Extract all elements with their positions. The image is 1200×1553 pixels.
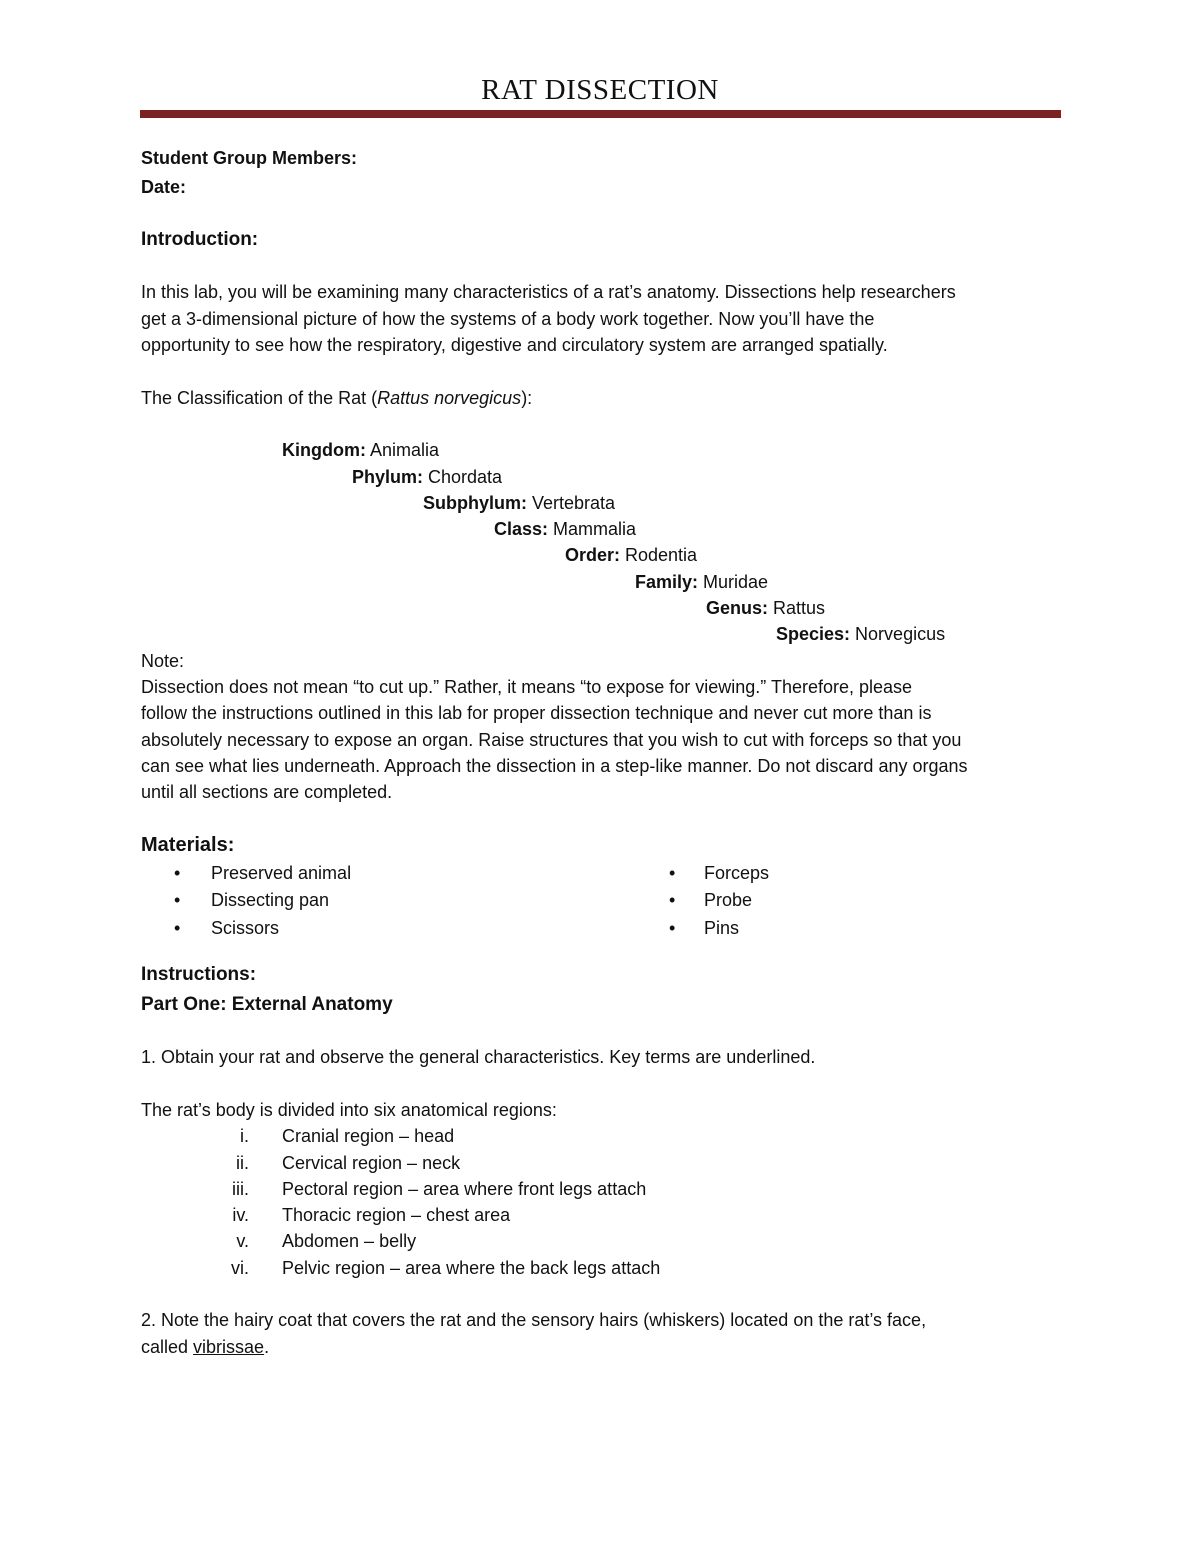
date-label: Date: [141, 177, 187, 198]
bullet-icon: • [174, 862, 181, 883]
region-text: Pectoral region – area where front legs attach [282, 1178, 647, 1199]
note-line: Dissection does not mean “to cut up.” Rather, it means “to expose for viewing.” Therefore, please [141, 676, 913, 697]
material-item: Dissecting pan [211, 889, 330, 910]
taxonomy-name: Vertebrata [527, 492, 616, 513]
taxonomy-row-genus [706, 595, 825, 621]
taxonomy-list [141, 437, 1061, 647]
note-line: can see what lies underneath. Approach the dissection in a step-like manner. Do not discard any organs [141, 755, 968, 776]
taxonomy-rank: Order: [565, 545, 621, 566]
region-item [141, 1123, 1041, 1149]
species-italic: Rattus norvegicus [377, 387, 522, 408]
bullet-icon: • [669, 917, 676, 938]
title-divider [140, 110, 1061, 118]
materials-list [141, 860, 1061, 940]
region-text: Cranial region – head [282, 1126, 455, 1147]
taxonomy-row-subphylum [423, 490, 615, 516]
region-item [141, 1150, 1041, 1176]
taxonomy-rank: Class: [494, 519, 549, 540]
region-text: Cervical region – neck [282, 1152, 461, 1173]
taxonomy-rank: Phylum: [352, 466, 424, 487]
bullet-icon: • [174, 917, 181, 938]
materials-heading: Materials: [141, 833, 235, 856]
material-item: Forceps [704, 862, 770, 883]
region-text: Abdomen – belly [282, 1231, 417, 1252]
region-number: i. [240, 1126, 249, 1147]
taxonomy-name: Chordata [423, 466, 503, 487]
taxonomy-row-kingdom [282, 437, 439, 463]
region-text: Thoracic region – chest area [282, 1205, 511, 1226]
step-1: 1. Obtain your rat and observe the general characteristics. Key terms are underlined. [141, 1047, 816, 1068]
region-item [141, 1255, 1041, 1281]
introduction-paragraph [141, 279, 1061, 358]
step-2-line-2 [141, 1334, 1061, 1360]
region-number: iii. [232, 1178, 249, 1199]
region-number: v. [236, 1231, 249, 1252]
bullet-icon: • [669, 862, 676, 883]
material-item: Probe [704, 889, 753, 910]
taxonomy-row-class [494, 516, 636, 542]
taxonomy-rank: Species: [776, 624, 851, 645]
region-item [141, 1176, 1041, 1202]
note-line: until all sections are completed. [141, 782, 393, 803]
region-text: Pelvic region – area where the back legs attach [282, 1257, 661, 1278]
introduction-heading: Introduction: [141, 228, 259, 250]
note-line: follow the instructions outlined in this lab for proper dissection technique and never cut more than is [141, 703, 932, 724]
taxonomy-row-phylum [352, 464, 502, 490]
classification-suffix: ): [521, 387, 533, 408]
region-item [141, 1202, 1041, 1228]
document-title: RAT DISSECTION [481, 74, 719, 106]
bullet-icon: • [174, 889, 181, 910]
region-number: vi. [231, 1257, 249, 1278]
note-label: Note: [141, 650, 185, 671]
taxonomy-name: Rodentia [620, 545, 698, 566]
document-body [141, 145, 1061, 1360]
regions-intro: The rat’s body is divided into six anatomical regions: [141, 1099, 557, 1120]
intro-line: In this lab, you will be examining many characteristics of a rat’s anatomy. Dissections help researchers [141, 282, 956, 303]
taxonomy-row-species [776, 621, 945, 647]
note-paragraph [141, 674, 1061, 805]
instructions-heading: Instructions: [141, 963, 257, 985]
taxonomy-rank: Family: [635, 571, 699, 592]
note-line: absolutely necessary to expose an organ. Raise structures that you wish to cut with forceps so that you [141, 729, 962, 750]
classification-line [141, 385, 1061, 411]
taxonomy-rank: Genus: [706, 598, 769, 619]
intro-line: get a 3-dimensional picture of how the systems of a body work together. Now you’ll have the [141, 308, 875, 329]
regions-list [141, 1123, 1061, 1281]
classification-prefix: The Classification of the Rat ( [141, 387, 378, 408]
part-one-heading: Part One: External Anatomy [141, 993, 393, 1015]
taxonomy-name: Rattus [768, 598, 826, 619]
region-number: iv. [232, 1205, 249, 1226]
taxonomy-rank: Kingdom: [282, 440, 366, 461]
step-2-suffix: . [264, 1336, 270, 1357]
members-label: Student Group Members: [141, 148, 358, 168]
step-2-prefix: called [141, 1336, 194, 1357]
material-item: Preserved animal [211, 862, 352, 883]
region-number: ii. [236, 1152, 249, 1173]
material-item: Scissors [211, 917, 280, 938]
material-item: Pins [704, 917, 740, 938]
taxonomy-row-order [565, 542, 697, 568]
taxonomy-row-family [635, 569, 768, 595]
taxonomy-name: Mammalia [548, 519, 637, 540]
taxonomy-name: Muridae [698, 571, 769, 592]
taxonomy-name: Animalia [365, 440, 440, 461]
step-2-line-1: 2. Note the hairy coat that covers the rat and the sensory hairs (whiskers) located on the rat’s face, [141, 1310, 927, 1331]
bullet-icon: • [669, 889, 676, 910]
key-term-vibrissae: vibrissae [193, 1336, 265, 1357]
taxonomy-rank: Subphylum: [423, 492, 527, 513]
taxonomy-name: Norvegicus [850, 624, 946, 645]
region-item [141, 1228, 1041, 1254]
intro-line: opportunity to see how the respiratory, digestive and circulatory system are arranged spatially. [141, 335, 888, 356]
